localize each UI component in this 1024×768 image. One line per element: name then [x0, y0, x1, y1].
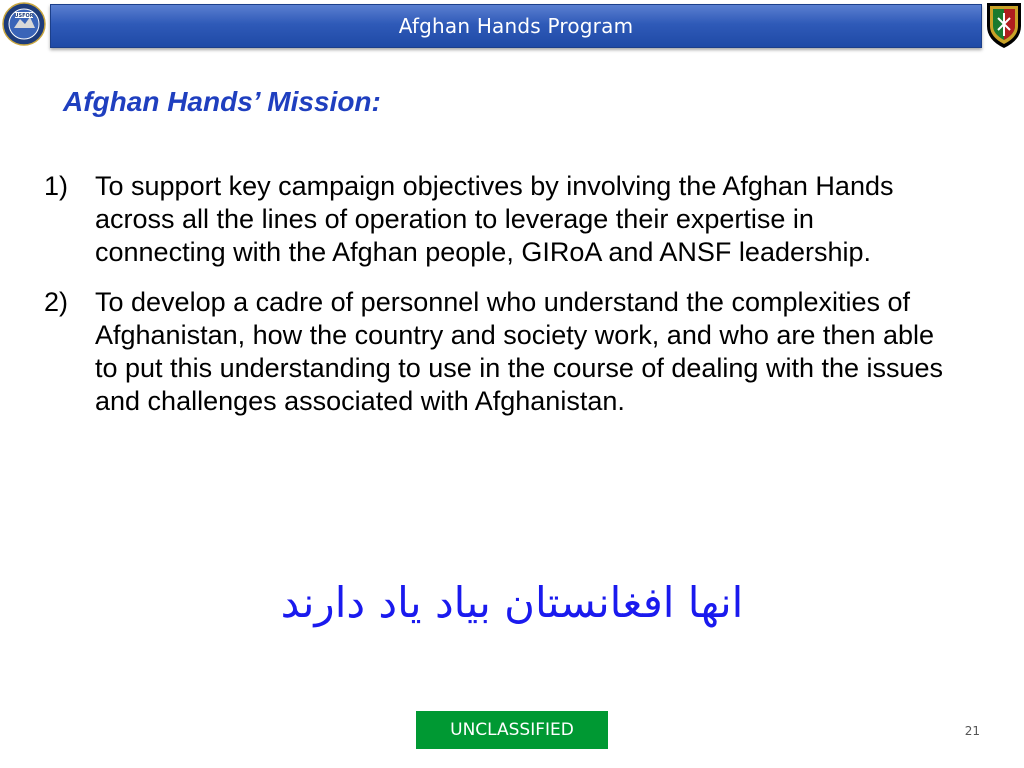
- classification-badge: [416, 711, 608, 749]
- dari-text: انها افغانستان بیاد یاد دارند: [280, 578, 744, 627]
- mission-list: [44, 170, 984, 418]
- item-text: To develop a cadre of personnel who understand the complexities of Afghanistan, how the country and society work, and who are then able to put this understanding to use in the course of dealing with the issues and challenges associated with Afghanistan.: [95, 287, 944, 416]
- usfor-a-seal-icon: [2, 2, 46, 46]
- list-item: [44, 286, 984, 418]
- item-number: 2): [44, 287, 69, 317]
- item-number: 1): [44, 171, 69, 201]
- title-banner: [50, 4, 982, 48]
- command-shield-icon: [984, 0, 1024, 50]
- list-item: [44, 170, 984, 269]
- slide-title: Afghan Hands Program: [398, 14, 634, 38]
- page-number: 21: [964, 724, 980, 738]
- seal-text: USFOR: [14, 13, 34, 19]
- mission-heading: Afghan Hands’ Mission:: [63, 86, 381, 117]
- item-text: To support key campaign objectives by involving the Afghan Hands across all the lines of operation to leverage their expertise in connecting with the Afghan people, GIRoA and ANSF leadership.: [95, 171, 894, 267]
- classification-label: UNCLASSIFIED: [450, 720, 574, 740]
